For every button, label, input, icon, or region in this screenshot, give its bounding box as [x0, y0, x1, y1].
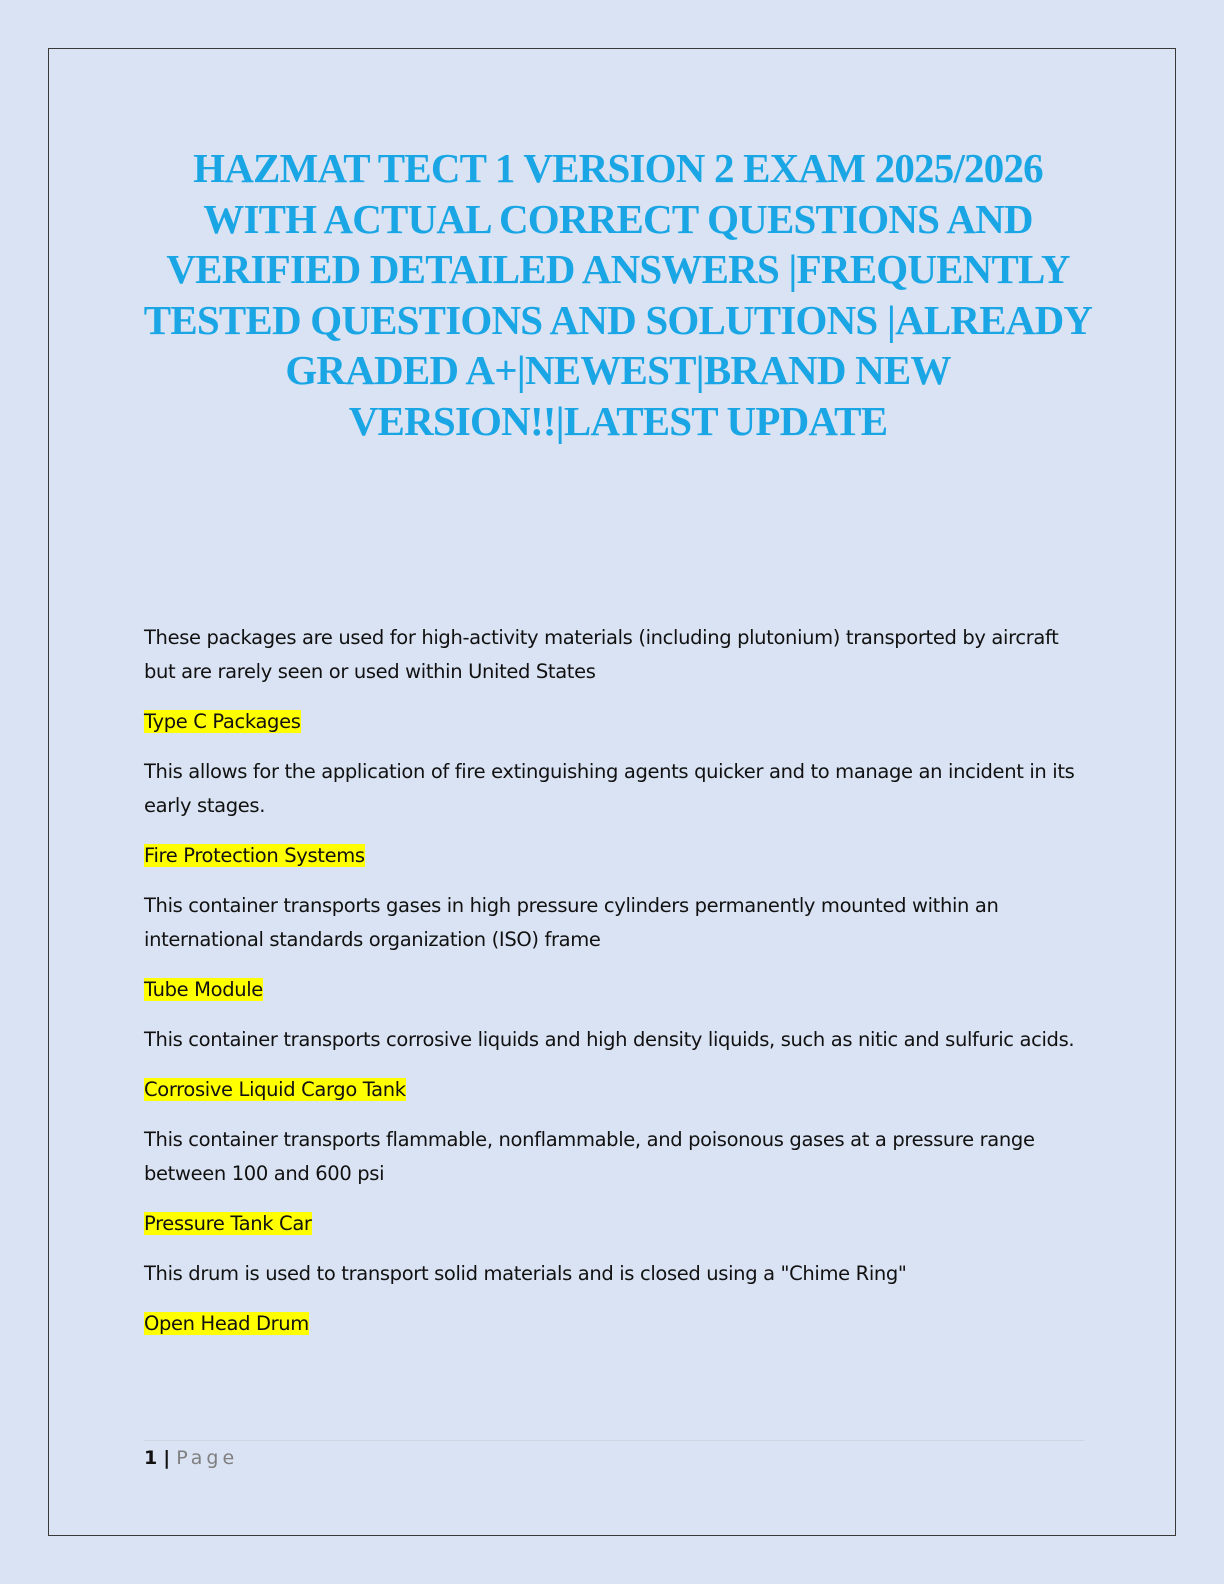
question-text: These packages are used for high-activity materials (including plutonium) transported by aircraft but are rarely seen or used within United States [144, 626, 1059, 683]
answer-highlight: Corrosive Liquid Cargo Tank [144, 1078, 406, 1101]
answer-highlight: Fire Protection Systems [144, 844, 365, 867]
question-text: This allows for the application of fire extinguishing agents quicker and to manage an incident in its early stages. [144, 760, 1075, 817]
document-title: HAZMAT TECT 1 VERSION 2 EXAM 2025/2026 WITH ACTUAL CORRECT QUESTIONS AND VERIFIED DETAILED ANSWERS |FREQUENTLY TESTED QUESTIONS AND SOLUTIONS |ALREADY GRADED A+|NEWEST|BRAND NEW VERSION!!|LATEST UPDATE [143, 145, 1093, 444]
answer-text [144, 973, 1084, 1007]
answer-highlight: Pressure Tank Car [144, 1212, 312, 1235]
page-label: Page [176, 1447, 239, 1469]
answer-text [144, 705, 1084, 739]
question-text: This container transports corrosive liquids and high density liquids, such as nitic and sulfuric acids. [144, 1028, 1075, 1051]
answer-text [144, 1207, 1084, 1241]
answer-highlight: Tube Module [144, 978, 263, 1001]
qa-list [144, 621, 1084, 1357]
page-number: 1 [144, 1447, 158, 1469]
page-separator: | [163, 1447, 171, 1469]
question-text: This drum is used to transport solid materials and is closed using a "Chime Ring" [144, 1262, 907, 1285]
answer-highlight: Type C Packages [144, 710, 301, 733]
answer-highlight: Open Head Drum [144, 1312, 309, 1335]
question-text: This container transports gases in high pressure cylinders permanently mounted within an international standards organization (ISO) frame [144, 894, 999, 951]
answer-text [144, 1307, 1084, 1341]
page-footer [144, 1440, 1084, 1473]
answer-text [144, 1073, 1084, 1107]
question-text: This container transports flammable, nonflammable, and poisonous gases at a pressure range between 100 and 600 psi [144, 1128, 1035, 1185]
answer-text [144, 839, 1084, 873]
